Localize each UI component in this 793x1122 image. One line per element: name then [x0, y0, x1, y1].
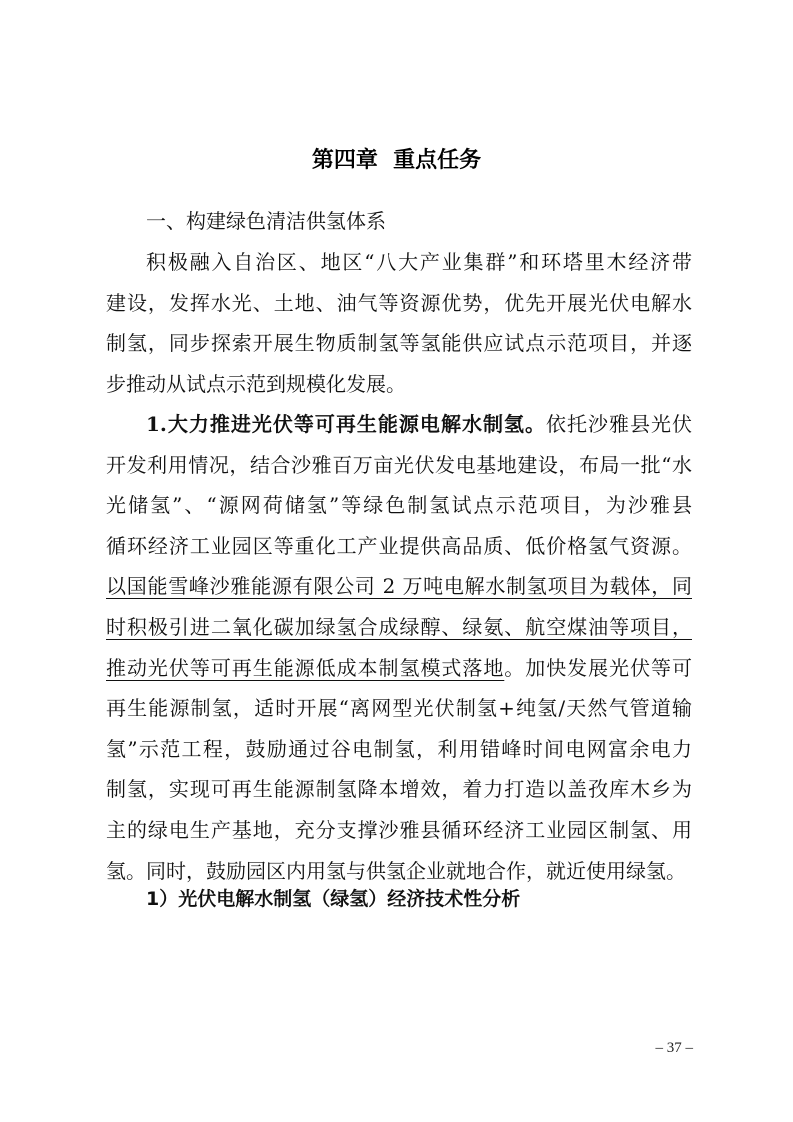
paragraph-line: 光储氢”、“源网荷储氢”等绿色制氢试点示范项目，为沙雅县: [106, 493, 692, 518]
page-number: – 37 –: [655, 1040, 693, 1056]
paragraph-line: 氢”示范工程，鼓励通过谷电制氢，利用错峰时间电网富余电力: [106, 736, 692, 761]
paragraph-line: [106, 648, 692, 689]
paragraph-line: 制氢，同步探索开展生物质制氢等氢能供应试点示范项目，并逐: [106, 331, 692, 356]
paragraph-line: [106, 566, 692, 607]
paragraph-line: 再生能源制氢，适时开展“离网型光伏制氢+纯氢/天然气管道输: [106, 696, 692, 721]
sub-heading: 1）光伏电解水制氢（绿氢）经济技术性分析: [146, 888, 521, 910]
underlined-text: 以国能雪峰沙雅能源有限公司 2 万吨电解水制氢项目为载体，同: [106, 574, 692, 599]
paragraph-line: 制氢，实现可再生能源制氢降本增效，着力打造以盖孜库木乡为: [106, 777, 692, 802]
line-continuation: 。加快发展光伏等可: [504, 655, 693, 680]
bold-lead-heading: 1.大力推进光伏等可再生能源电解水制氢。: [146, 412, 546, 436]
paragraph-line: 主的绿电生产基地，充分支撑沙雅县循环经济工业园区制氢、用: [106, 817, 692, 842]
paragraph-intro: [106, 242, 692, 404]
underlined-text: 推动光伏等可再生能源低成本制氢模式落地: [106, 655, 505, 680]
chapter-title: 第四章 重点任务: [311, 147, 482, 173]
underlined-text: 时积极引进二氧化碳加绿氢合成绿醇、绿氨、航空煤油等项目，: [106, 614, 692, 639]
paragraph-line: [106, 607, 692, 648]
paragraph-line: 开发利用情况，结合沙雅百万亩光伏发电基地建设，布局一批“水: [106, 452, 692, 477]
paragraph-line: 循环经济工业园区等重化工产业提供高品质、低价格氢气资源。: [106, 533, 692, 558]
paragraph-line: 步推动从试点示范到规模化发展。: [106, 371, 406, 396]
paragraph-line: 积极融入自治区、地区“八大产业集群”和环塔里木经济带: [146, 250, 692, 274]
lead-line-rest: 依托沙雅县光伏: [545, 412, 692, 436]
paragraph-line: 建设，发挥水光、土地、油气等资源优势，优先开展光伏电解水: [106, 290, 692, 315]
paragraph-line: 氢。同时，鼓励园区内用氢与供氢企业就地合作，就近使用绿氢。: [106, 858, 686, 883]
section-heading: 一、构建绿色清洁供氢体系: [146, 209, 386, 233]
paragraph-line: [106, 404, 692, 445]
paragraph-photovoltaic-hydrogen: [106, 404, 692, 891]
